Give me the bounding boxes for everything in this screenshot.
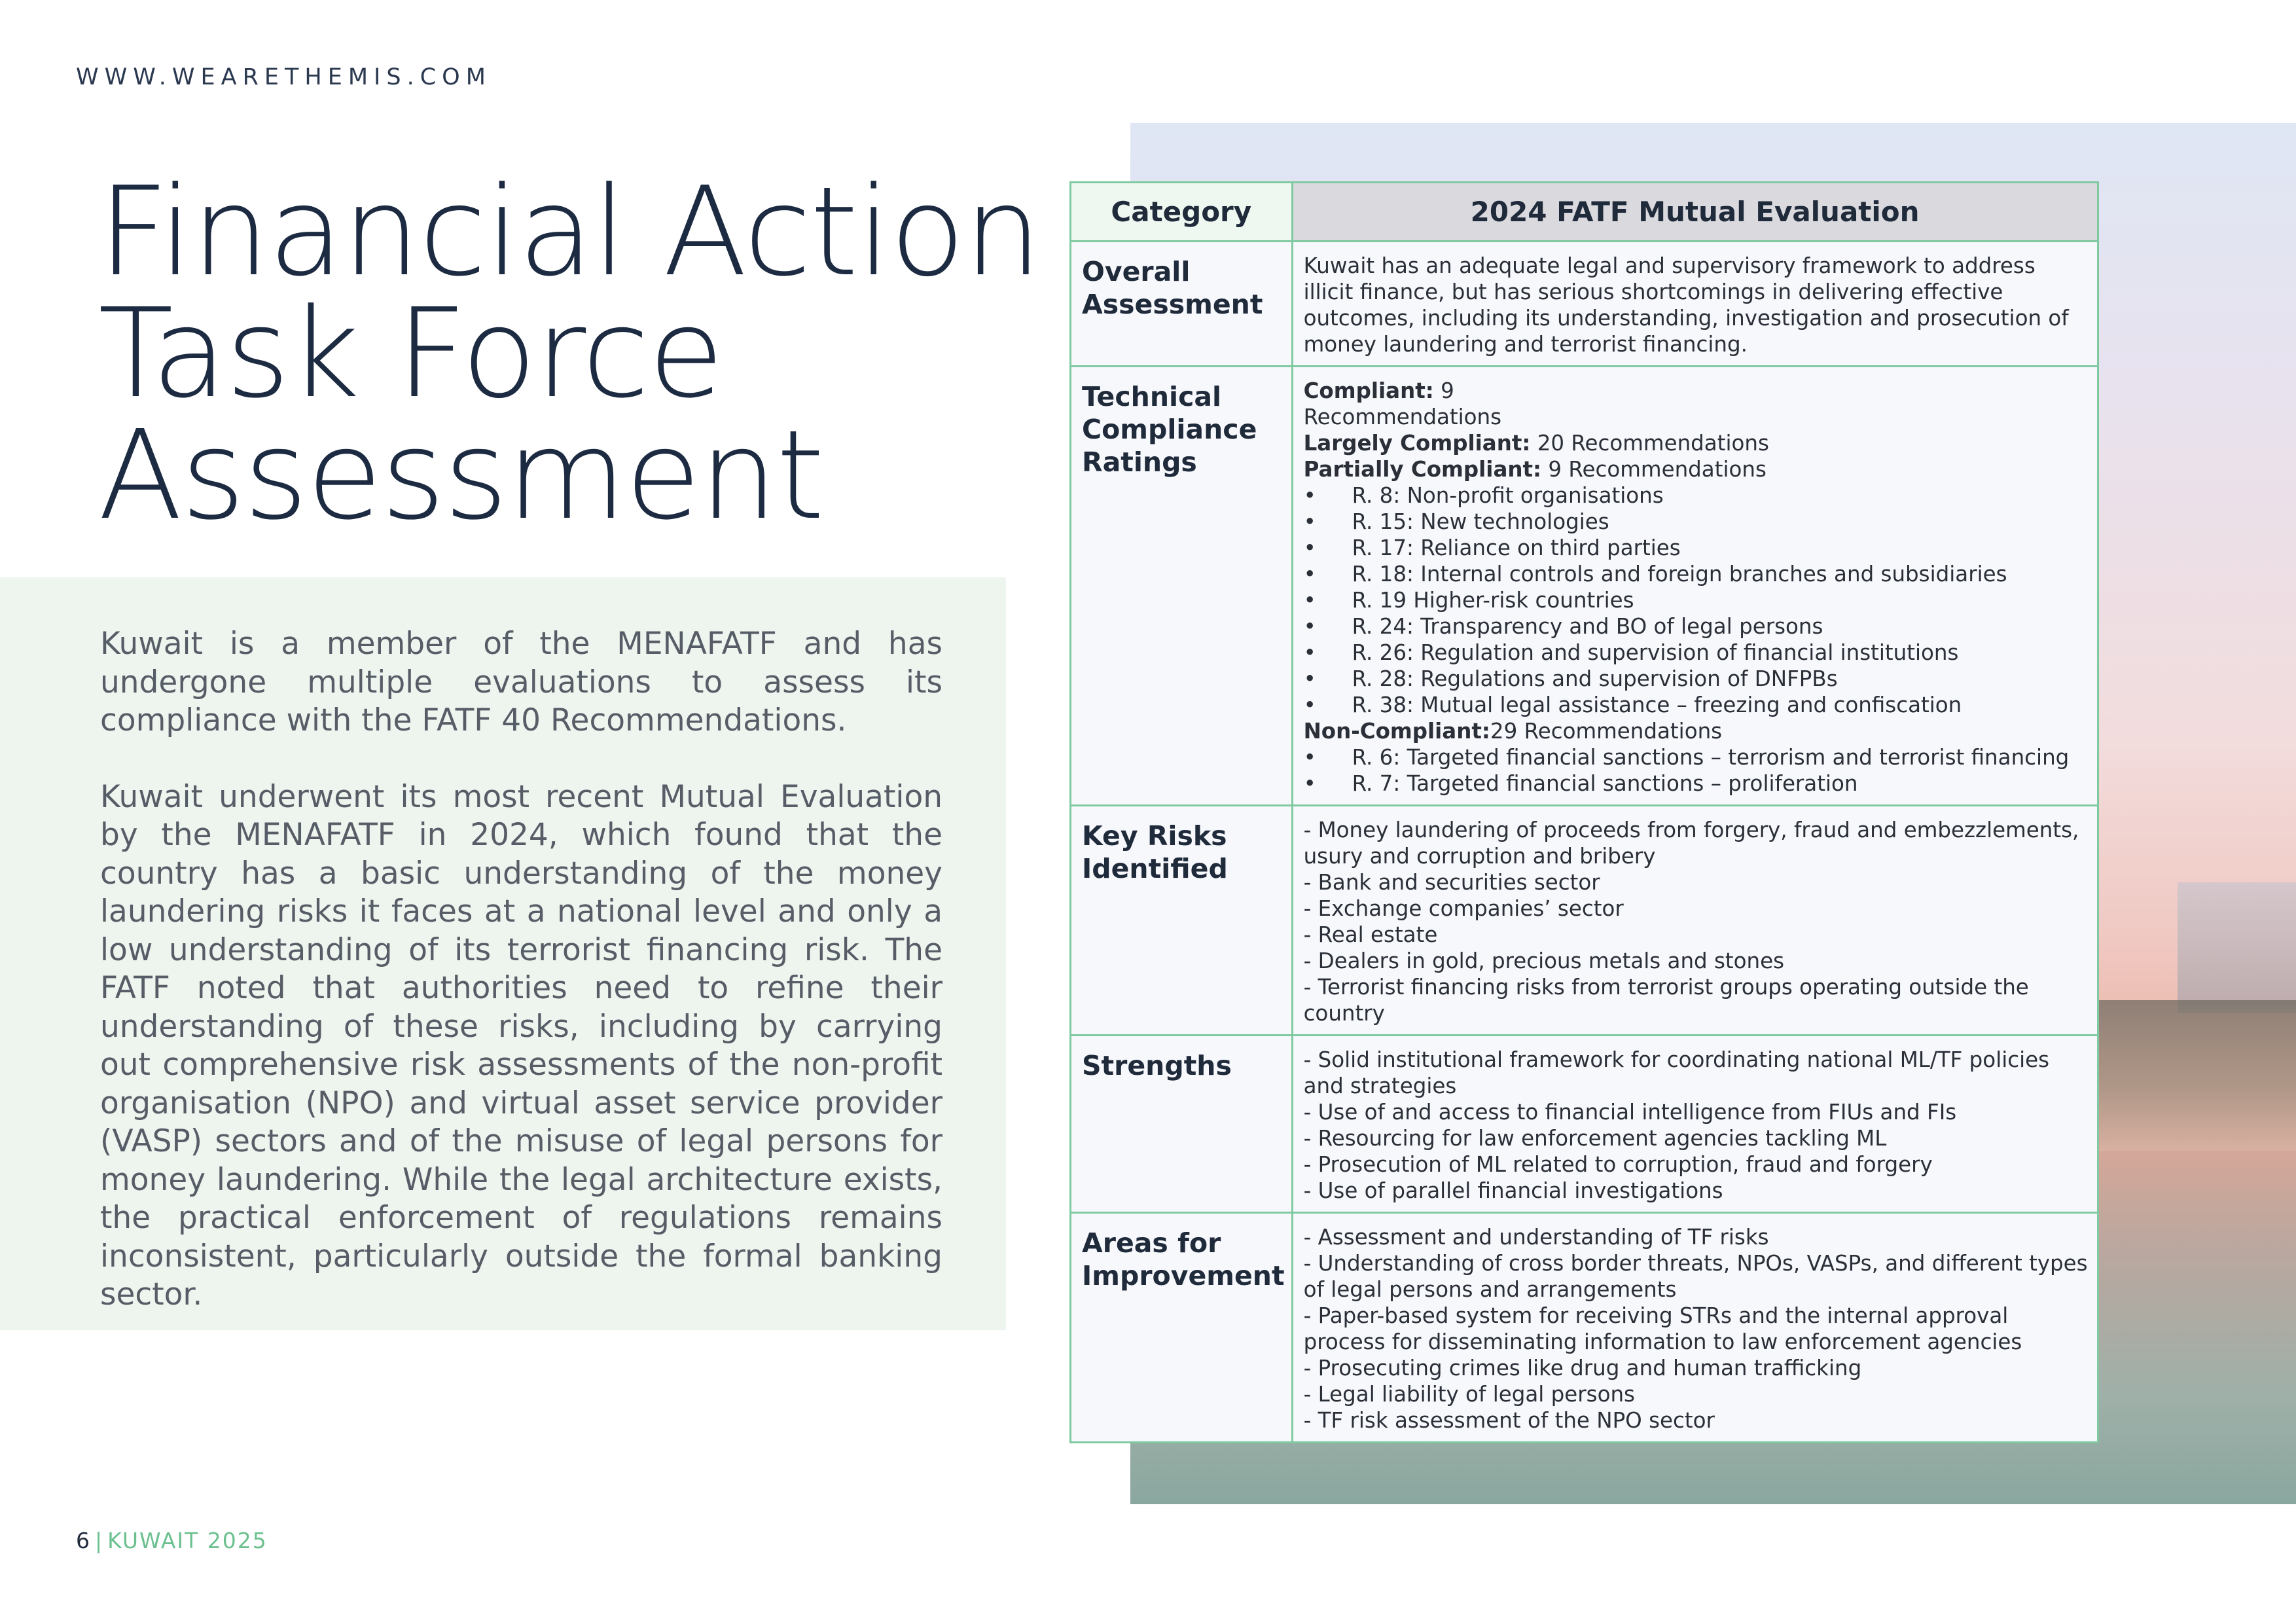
compliant-cont: Recommendations (1303, 405, 1502, 429)
largely-line (1304, 430, 2088, 456)
header-evaluation: 2024 FATF Mutual Evaluation (1292, 183, 2098, 242)
overall-line: Kuwait has an adequate legal and supervisory framework to address (1303, 253, 2036, 278)
bullet-icon: • (1303, 666, 1316, 691)
partially-item (1304, 509, 2088, 535)
header-category: Category (1071, 183, 1293, 242)
non-compliant-line (1304, 718, 2088, 744)
strength-line: - Use of and access to financial intelligence from FIUs and FIs (1303, 1100, 1957, 1125)
non-compliant-value: 29 Recommendations (1490, 719, 1723, 744)
partially-value: 9 Recommendations (1541, 457, 1767, 482)
risk-line: - Money laundering of proceeds from forgery, fraud and embezzlements, (1303, 818, 2079, 842)
row-desc-overall (1292, 242, 2098, 367)
partially-item (1304, 640, 2088, 666)
overall-line: outcomes, including its understanding, investigation and prosecution of (1303, 306, 2069, 331)
row-desc-risks (1292, 806, 2098, 1036)
risk-line: - Exchange companies’ sector (1303, 896, 1624, 921)
compliant-label: Compliant: (1303, 378, 1434, 403)
partially-line (1304, 456, 2088, 482)
improvement-line: - Paper-based system for receiving STRs and the internal approval (1303, 1303, 2009, 1328)
partially-item-text: R. 24: Transparency and BO of legal persons (1352, 614, 1823, 639)
site-url: WWW.WEARETHEMIS.COM (76, 64, 492, 90)
improvement-line: - Legal liability of legal persons (1303, 1382, 1635, 1407)
page-number: 6 (76, 1528, 91, 1553)
non-compliant-item-text: R. 7: Targeted financial sanctions – proliferation (1352, 771, 1858, 796)
page-footer (76, 1528, 268, 1553)
non-compliant-label: Non-Compliant: (1303, 719, 1490, 744)
non-compliant-item (1304, 744, 2088, 770)
strength-line: - Resourcing for law enforcement agencies tackling ML (1303, 1126, 1887, 1151)
shoreline-trees (2099, 1000, 2296, 1151)
partially-item (1304, 613, 2088, 640)
risk-line: - Dealers in gold, precious metals and stones (1303, 948, 1785, 973)
title-line-2: Task Force (98, 282, 723, 425)
row-label-strengths: Strengths (1071, 1036, 1293, 1213)
strength-line: - Solid institutional framework for coordinating national ML/TF policies (1303, 1047, 2050, 1072)
fatf-evaluation-table (1069, 181, 2099, 1443)
table-row-overall (1071, 242, 2098, 367)
improvement-line: of legal persons and arrangements (1303, 1277, 1677, 1302)
table-header-row (1071, 183, 2098, 242)
table-row-improvement (1071, 1213, 2098, 1443)
skyline-buildings (2178, 882, 2296, 1013)
bullet-icon: • (1303, 562, 1316, 586)
improvement-line: process for disseminating information to law enforcement agencies (1303, 1329, 2022, 1354)
overall-line: money laundering and terrorist financing. (1303, 332, 1748, 357)
risk-line: - Bank and securities sector (1303, 870, 1600, 895)
row-desc-improvement (1292, 1213, 2098, 1443)
partially-item-text: R. 28: Regulations and supervision of DNFPBs (1352, 666, 1838, 691)
compliant-line (1304, 378, 2088, 404)
strength-line: - Use of parallel financial investigations (1303, 1178, 1723, 1203)
partially-item (1304, 561, 2088, 587)
table-row-technical (1071, 367, 2098, 806)
table-row-strengths (1071, 1036, 2098, 1213)
partially-item-text: R. 17: Reliance on third parties (1352, 535, 1681, 560)
bullet-icon: • (1303, 693, 1316, 717)
partially-item (1304, 535, 2088, 561)
bullet-icon: • (1303, 745, 1316, 770)
compliant-value: 9 (1433, 378, 1454, 403)
risk-line: country (1303, 1001, 1385, 1026)
strength-line: - Prosecution of ML related to corruption, fraud and forgery (1303, 1152, 1933, 1177)
largely-value: 20 Recommendations (1530, 431, 1769, 456)
partially-item (1304, 482, 2088, 509)
largely-label: Largely Compliant: (1303, 431, 1531, 456)
non-compliant-item (1304, 770, 2088, 797)
partially-item-text: R. 18: Internal controls and foreign branches and subsidiaries (1352, 562, 2007, 586)
row-label-improvement: Areas for Improvement (1071, 1213, 1293, 1443)
row-label-risks: Key Risks Identified (1071, 806, 1293, 1036)
table-row-risks (1071, 806, 2098, 1036)
bullet-icon: • (1303, 771, 1316, 796)
footer-label: KUWAIT 2025 (107, 1528, 268, 1553)
risk-line: usury and corruption and bribery (1303, 844, 1656, 869)
partially-item (1304, 587, 2088, 613)
partially-item-text: R. 19 Higher-risk countries (1352, 588, 1634, 613)
footer-separator: | (95, 1528, 104, 1553)
overall-line: illicit finance, but has serious shortcomings in delivering effective (1303, 280, 2003, 304)
improvement-line: - Assessment and understanding of TF risks (1303, 1225, 1769, 1250)
bullet-icon: • (1303, 535, 1316, 560)
bullet-icon: • (1303, 640, 1316, 665)
row-label-technical: Technical Compliance Ratings (1071, 367, 1293, 806)
risk-line: - Real estate (1303, 922, 1438, 947)
row-label-overall: Overall Assessment (1071, 242, 1293, 367)
bullet-icon: • (1303, 614, 1316, 639)
partially-item-text: R. 38: Mutual legal assistance – freezing and confiscation (1352, 693, 1962, 717)
strength-line: and strategies (1303, 1074, 1457, 1098)
improvement-line: - Prosecuting crimes like drug and human trafficking (1303, 1356, 1862, 1380)
non-compliant-item-text: R. 6: Targeted financial sanctions – terrorism and terrorist financing (1352, 745, 2070, 770)
row-desc-strengths (1292, 1036, 2098, 1213)
partially-item-text: R. 15: New technologies (1352, 509, 1609, 534)
row-desc-technical (1292, 367, 2098, 806)
improvement-line: - TF risk assessment of the NPO sector (1303, 1408, 1715, 1433)
partially-label: Partially Compliant: (1303, 457, 1542, 482)
title-line-1: Financial Action (98, 160, 1041, 304)
risk-line: - Terrorist financing risks from terrorist groups operating outside the (1303, 975, 2029, 1000)
page-title (98, 160, 1041, 547)
bullet-icon: • (1303, 588, 1316, 613)
intro-paragraph-2: Kuwait underwent its most recent Mutual Evaluation by the MENAFATF in 2024, which found that the country has a basic understanding of the money laundering risks it faces at a national level and only a low understanding of its terrorist financing risk. The FATF noted that authorities need to refine their understanding of these risks, including by carrying out comprehensive risk assessments of the non-profit organisation (NPO) and virtual asset service provider (VASP) sectors and of the misuse of legal persons for money laundering. While the legal architecture exists, the practical enforcement of regulations remains inconsistent, particularly outside the formal banking sector. (100, 778, 942, 1312)
partially-item (1304, 692, 2088, 718)
title-line-3: Assessment (98, 404, 823, 547)
partially-item (1304, 666, 2088, 692)
improvement-line: - Understanding of cross border threats, NPOs, VASPs, and different types (1303, 1251, 2088, 1276)
partially-item-text: R. 26: Regulation and supervision of financial institutions (1352, 640, 1959, 665)
intro-paragraph-1: Kuwait is a member of the MENAFATF and has undergone multiple evaluations to assess its compliance with the FATF 40 Recommendations. (100, 626, 942, 738)
partially-item-text: R. 8: Non-profit organisations (1352, 483, 1664, 508)
intro-text (100, 625, 942, 1352)
bullet-icon: • (1303, 509, 1316, 534)
bullet-icon: • (1303, 483, 1316, 508)
